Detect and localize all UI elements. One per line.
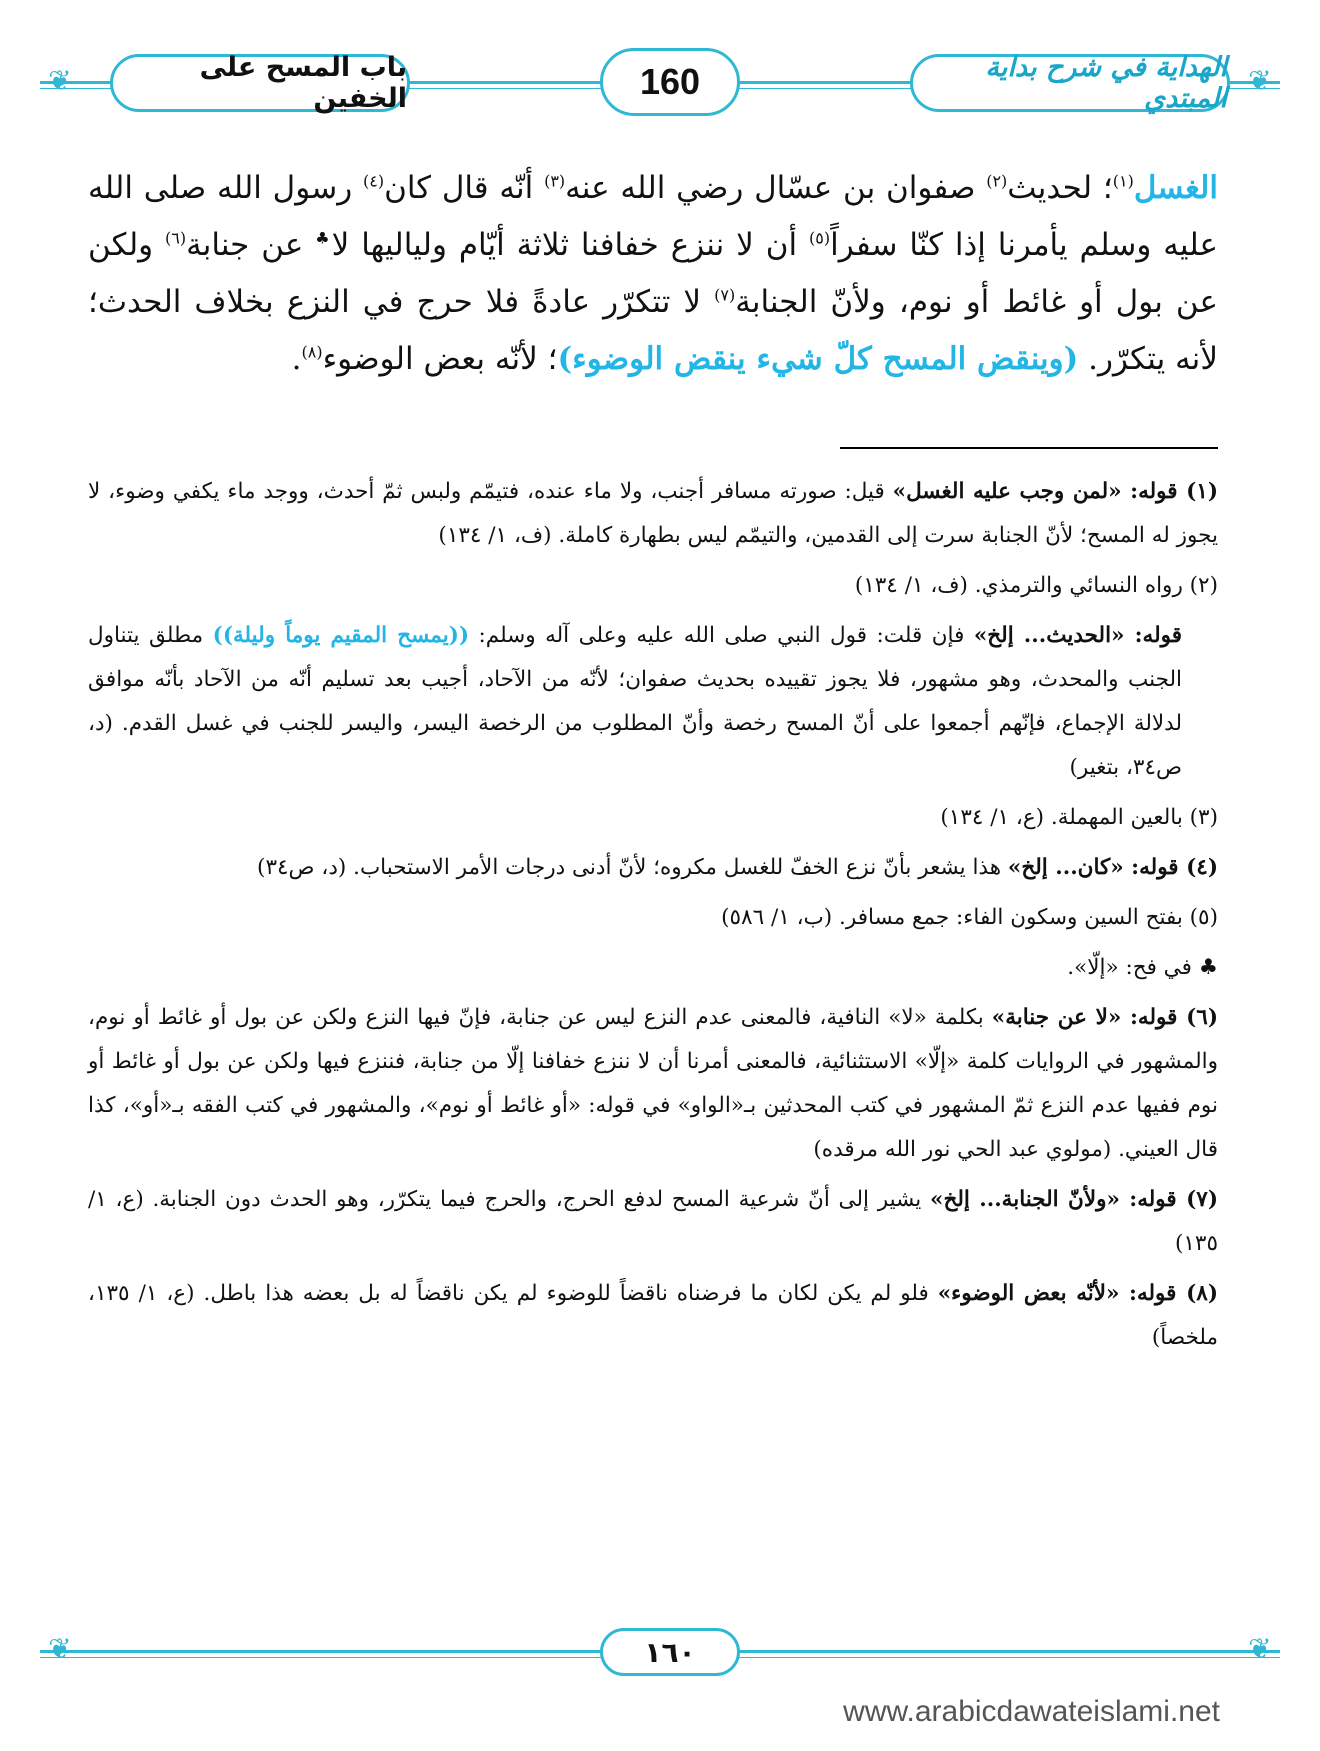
main-text-segment: عن جنابة [186, 227, 316, 263]
footnote-label: (٤) قوله: «كان... إلخ» [1007, 855, 1218, 880]
ornament-icon: ❦ [1248, 64, 1272, 97]
footnote-label: (١) قوله: «لمن وجب عليه الغسل» [892, 479, 1218, 504]
footnotes [88, 470, 1218, 1366]
main-text-segment: أنّه قال كان [384, 170, 545, 206]
footnote-label: (٧) قوله: «ولأنّ الجنابة... إلخ» [930, 1187, 1219, 1212]
footnote-3 [88, 796, 1218, 840]
footnote-text: مطلق يتناول الجنب والمحدث، وهو مشهور، فلا يجوز تقييده بحديث صفوان؛ لأنّه من الآحاد، أجيب بعد تسليم أنّه من الآحاد بأنّه موافق لدلالة الإجماع، فإنّهم أجمعوا على أنّ المسح رخصة وأنّ المطلوب من الرخصة اليسر، واليسر للجنب في غسل القدم. (د، ص٣٤، بتغير) [88, 623, 1182, 780]
page-number: 160 [600, 48, 740, 116]
footnote-ref: (٨) [301, 342, 323, 362]
footnote-text: بكلمة «لا» النافية، فالمعنى عدم النزع ليس عن جنابة، فإنّ فيها النزع ولكن عن بول أو غائط أو نوم، والمشهور في الروايات كلمة «إلّا» الاستثنائية، فالمعنى أمرنا أن لا ننزع خفافنا إلّا من جنابة، فننزع فيها ولكن عن بول أو غائط أو نوم ففيها عدم النزع ثمّ المشهور في كتب المحدثين بـ«الواو» في قوله: «أو غائط أو نوم»، والمشهور في كتب الفقه بـ«أو»، كذا قال العيني. (مولوي عبد الحي نور الله مرقده) [88, 1005, 1218, 1162]
main-text-segment: ؛ لأنّه بعض الوضوء [322, 341, 558, 377]
ornament-icon: ❦ [1248, 1632, 1272, 1665]
footnote-5 [88, 896, 1218, 940]
chapter-title: باب المسح على الخفين [110, 54, 410, 112]
footnote-text: ♣ في فح: «إلّا». [1067, 955, 1218, 980]
footnote-text: (٣) بالعين المهملة. (ع، ١/ ١٣٤) [940, 805, 1218, 830]
footnote-label: (٦) قوله: «لا عن جنابة» [991, 1005, 1218, 1030]
footnote-text: فلو لم يكن لكان ما فرضناه ناقضاً للوضوء لم يكن ناقضاً له بل بعضه هذا باطل. (ع، ١/ ١٣٥، ملخصاً) [88, 1281, 1218, 1350]
footnote-ref: (٣) [544, 171, 566, 191]
hadith-quote: ((يمسح المقيم يوماً وليلة)) [212, 623, 470, 648]
footnote-separator [840, 447, 1218, 449]
main-text-segment: . [291, 341, 302, 377]
footnote-ref: (٢) [986, 171, 1008, 191]
footnote-ref: (٤) [362, 171, 385, 191]
footnote-ref: (٦) [165, 228, 187, 248]
main-text-segment: أن لا ننزع خفافنا ثلاثة أيّام ولياليها لا [331, 227, 810, 263]
ornament-icon: ❦ [48, 1632, 72, 1665]
footnote-label: قوله: «الحديث... إلخ» [973, 623, 1183, 648]
main-text-segment: لا تتكرّر عادةً فلا حرج في النزع بخلاف الحدث؛ لأنه يتكرّر. [88, 284, 1218, 377]
variant-marker: ♣ [315, 228, 332, 248]
main-text-segment: ولكن عن بول أو غائط أو نوم، ولأنّ الجنابة [88, 227, 1218, 320]
footnote-7 [88, 1178, 1218, 1266]
footnote-2 [88, 564, 1218, 608]
main-text [88, 160, 1218, 388]
footer-page-number: ١٦٠ [600, 1628, 740, 1676]
ornament-icon: ❦ [48, 64, 72, 97]
footnote-ref: (١) [1112, 171, 1134, 191]
website-url[interactable]: www.arabicdawateislami.net [843, 1695, 1220, 1728]
footnote-text: فإن قلت: قول النبي صلى الله عليه وعلى آله وسلم: [469, 623, 974, 648]
main-text-segment: رسول الله صلى الله عليه وسلم يأمرنا إذا كنّا سفراً [88, 170, 1218, 263]
main-text-segment: صفوان بن عسّال رضي الله عنه [565, 170, 987, 206]
footnote-ref: (٥) [809, 228, 831, 248]
footnote-text: هذا يشعر بأنّ نزع الخفّ للغسل مكروه؛ لأنّ أدنى درجات الأمر الاستحباب. (د، ص٣٤) [257, 855, 1008, 880]
footnote-4 [88, 846, 1218, 890]
footnote-1 [88, 470, 1218, 558]
book-title: الهداية في شرح بداية المبتدي [910, 54, 1230, 112]
footnote-8 [88, 1272, 1218, 1360]
page-header [40, 38, 1280, 128]
footnote-2-comment [88, 614, 1218, 790]
footnote-text: (٥) بفتح السين وسكون الفاء: جمع مسافر. (ب، ١/ ٥٨٦) [721, 905, 1218, 930]
page-footer [40, 1622, 1280, 1682]
footnote-ref: (٧) [714, 285, 736, 305]
footnote-label: (٨) قوله: «لأنّه بعض الوضوء» [937, 1281, 1218, 1306]
main-text-segment: ؛ لحديث [1007, 170, 1113, 206]
footnote-6 [88, 996, 1218, 1172]
footnote-text: (٢) رواه النسائي والترمذي. (ف، ١/ ١٣٤) [854, 573, 1218, 598]
footnote-text: يشير إلى أنّ شرعية المسح لدفع الحرج، والحرج فيما يتكرّر، وهو الحدث دون الجنابة. (ع، ١/ ١٣٥) [88, 1187, 1218, 1256]
footnote-text: قيل: صورته مسافر أجنب، ولا ماء عنده، فتيمّم ولبس ثمّ أحدث، ووجد ماء يكفي وضوء، لا يجوز له المسح؛ لأنّ الجنابة سرت إلى القدمين، والتيمّم ليس بطهارة كاملة. (ف، ١/ ١٣٤) [88, 479, 1218, 548]
main-text-highlight: (وينقض المسح كلّ شيء ينقض الوضوء) [557, 341, 1079, 377]
footnote-variant [88, 946, 1218, 990]
main-text-highlight: الغسل [1133, 170, 1218, 206]
